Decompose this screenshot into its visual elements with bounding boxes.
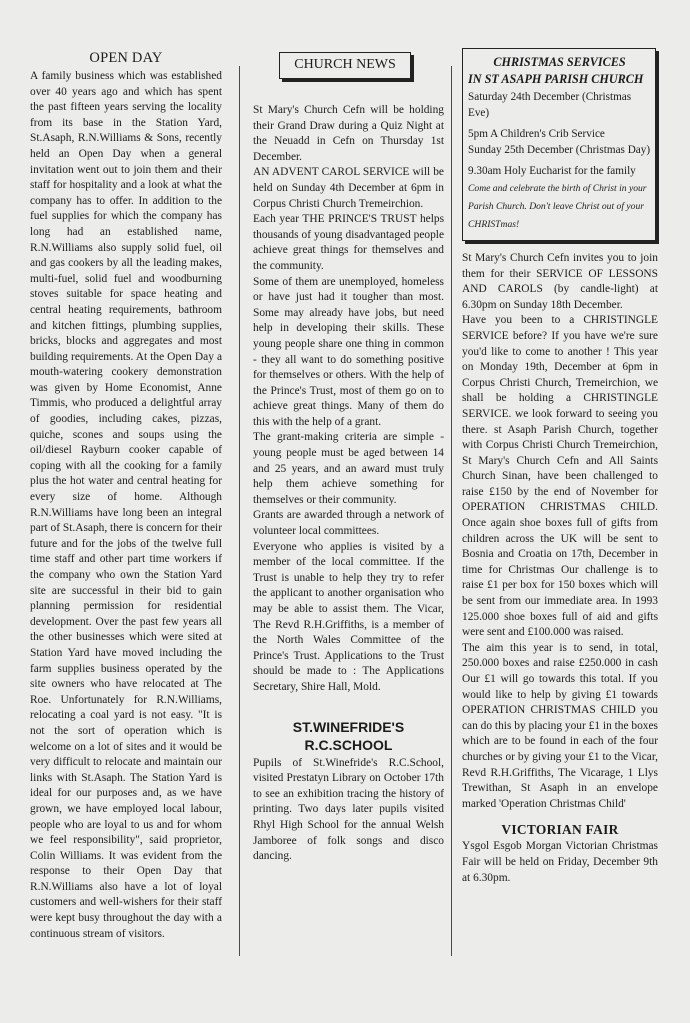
service-line: 5pm A Children's Crib Service <box>468 128 605 141</box>
christmas-para: The aim this year is to send, in total, 250.000 boxes and raise £250.000 in cash Our £1 will go towards this total. If you would like to help by giving £1 towards OPERATION CHRISTMAS CHILD you can do this by placing your £1 in the boxes which are to be found in each of the four churches or by giving your £1 to the Vicar, Revd R.H.Griffiths, The Vicarage, 1 Llys Trewithan, St Asaph in an envelope marked 'Operation Christmas Child' <box>462 641 658 810</box>
school-heading-line2: R.C.SCHOOL <box>304 736 393 753</box>
open-day-heading: OPEN DAY <box>89 50 163 66</box>
service-line: Saturday 24th December (Christmas Eve) <box>468 91 632 119</box>
church-news-para: AN ADVENT CAROL SERVICE will be held on Sunday 4th December at 6pm in Corpus Christi Church Tremeirchion. <box>253 166 444 210</box>
victorian-fair-heading: VICTORIAN FAIR <box>501 822 619 838</box>
service-line: Sunday 25th December (Christmas Day) <box>468 143 651 156</box>
column-divider <box>239 66 240 956</box>
service-line: 9.30am Holy Eucharist for the family <box>468 165 636 178</box>
victorian-fair-text: Ysgol Esgob Morgan Victorian Christmas Fair will be held on Friday, December 9th at 6.30pm. <box>462 840 658 884</box>
column-open-day <box>30 48 222 942</box>
column-church-news <box>253 50 444 865</box>
church-news-heading-box <box>279 52 411 79</box>
christmas-services-title: CHRISTMAS SERVICES IN ST ASAPH PARISH CHURCH <box>468 55 644 86</box>
open-day-article: A family business which was established over 40 years ago and which has spent the past fifteen years serving the locality from its base in the Station Yard, St.Asaph, R.N.Williams & Sons, recently held an Open Day when a general invitation went out to join them and their staff for hospitality and a look at what the company has to offer. In addition to the fuel supplies for which the company has long had an established name, R.N.Williams also supply solid fuel, oil and gas cookers by all the leading makes, multi-fuel, solid fuel and woodburning stoves suitable for space heating and central heating requirements, bathroom and kitchen fittings, plumbing supplies, bricks, blocks and aggregates and most building requirements. At the Open Day a mouth-watering cookery demonstration was given by Home Economist, Anne Timmis, who produced a delightful array of goodies, including cakes, pizzas, quiche, scones and soups using the oil/diesel Rayburn cooker capable of coping with all the cooking for a family plus the hot water and central heating for every size of home. Although R.N.Williams have long been an integral part of St.Asaph, there is concern for their future and for the jobs of the twelve full time staff and other part time workers if the company who own the Station Yard site are successful in their bid to gain planning permission for residential development. Over the past few years all the other businesses which were sited at Station Yard have moved including the farm supplies business operated by the site owners who have relocated at The Roe. Unfortunately for R.N.Williams, relocating a coal yard is not easy. "It is not the sort of operation which is welcome on a lot of sites and it would be very difficult to relocate and maintain our links with St.Asaph. The Station Yard is ideal for our purposes and, as we have grown, we have employed local labour, people who are loyal to us and for whom we feel responsibility", said proprietor, Colin Williams. It was evident from the response to their Open Day that R.N.Williams also have a lot of loyal customers and well-wishers for their staff were kept busy throughout the day with a continuous stream of visitors. <box>30 70 222 940</box>
column-christmas <box>462 48 658 886</box>
school-article: Pupils of St.Winefride's R.C.School, visited Prestatyn Library on October 17th to see an exhibition tracing the history of printing. Two days later pupils visited Rhyl High School for the annual Welsh Jamboree of folk songs and disco dancing. <box>253 756 444 863</box>
christmas-para: St Mary's Church Cefn invites you to join them for their SERVICE OF LESSONS AND CAROLS (by candle-light) at 6.30pm on Sunday 18th December. <box>462 251 658 311</box>
school-heading-line1: ST.WINEFRIDE'S <box>292 718 405 735</box>
church-news-para: Grants are awarded through a network of volunteer local committees. <box>253 509 444 538</box>
column-divider <box>451 66 452 956</box>
christmas-services-box <box>462 48 656 241</box>
church-news-para: Each year THE PRINCE'S TRUST helps thousands of young disadvantaged people achieve great things for themselves and the community. <box>253 213 444 272</box>
christmas-para: Have you been to a CHRISTINGLE SERVICE before? If you have we're sure you'd like to come to another ! This year on Monday 19th, December at 6pm in Corpus Christi Church, Tremeirchion, we shall be holding a CHRISTINGLE SERVICE. we look forward to seeing you there. st Asaph Parish Church, together with Corpus Christi Church Tremeirchion, St Mary's Church Cefn and All Saints Church Sinan, have been challenged to raise £150 by the end of November for OPERATION CHRISTMAS CHILD. Once again shoe boxes full of gifts from children across the UK will be sent to Bosnia and Croatia on 17th, December in time for Christmas Our challenge is to raise £1 per box for 150 boxes which will be sent from our immediate area. In 1993 125.000 shoe boxes full of aid and gifts were sent and £100.000 was raised. <box>462 314 658 639</box>
church-news-heading: CHURCH NEWS <box>294 57 396 72</box>
church-news-para: Everyone who applies is visited by a member of the local committee. If the Trust is unable to help they try to refer the applicant to another organisation who may be able to assist them. The Vicar, The Revd R.H.Griffiths, is a member of the North Wales Committee of the Prince's Trust. Applications to the Trust should be made to : The Applications Secretary, Shire Hall, Mold. <box>253 540 444 693</box>
church-news-para: Some of them are unemployed, homeless or have just had it tougher than most. Some may already have jobs, but need help in developing their skills. These young people share one thing in common - they all want to do something positive for themselves or others. With the help of the Prince's Trust, most of them go on to achieve great things. Many of them do this with the help of a grant. <box>253 275 444 428</box>
service-invitation: Come and celebrate the birth of Christ in your Parish Church. Don't leave Christ out of your CHRISTmas! <box>468 182 647 230</box>
church-news-para: The grant-making criteria are simple - young people must be aged between 14 and 25 years, and an award must truly help them achieve something for themselves or their community. <box>253 431 444 506</box>
church-news-para: St Mary's Church Cefn will be holding their Grand Draw during a Quiz Night at the Neuadd in Cefn on Thursday 1st December. <box>253 104 444 163</box>
school-heading <box>253 718 444 754</box>
